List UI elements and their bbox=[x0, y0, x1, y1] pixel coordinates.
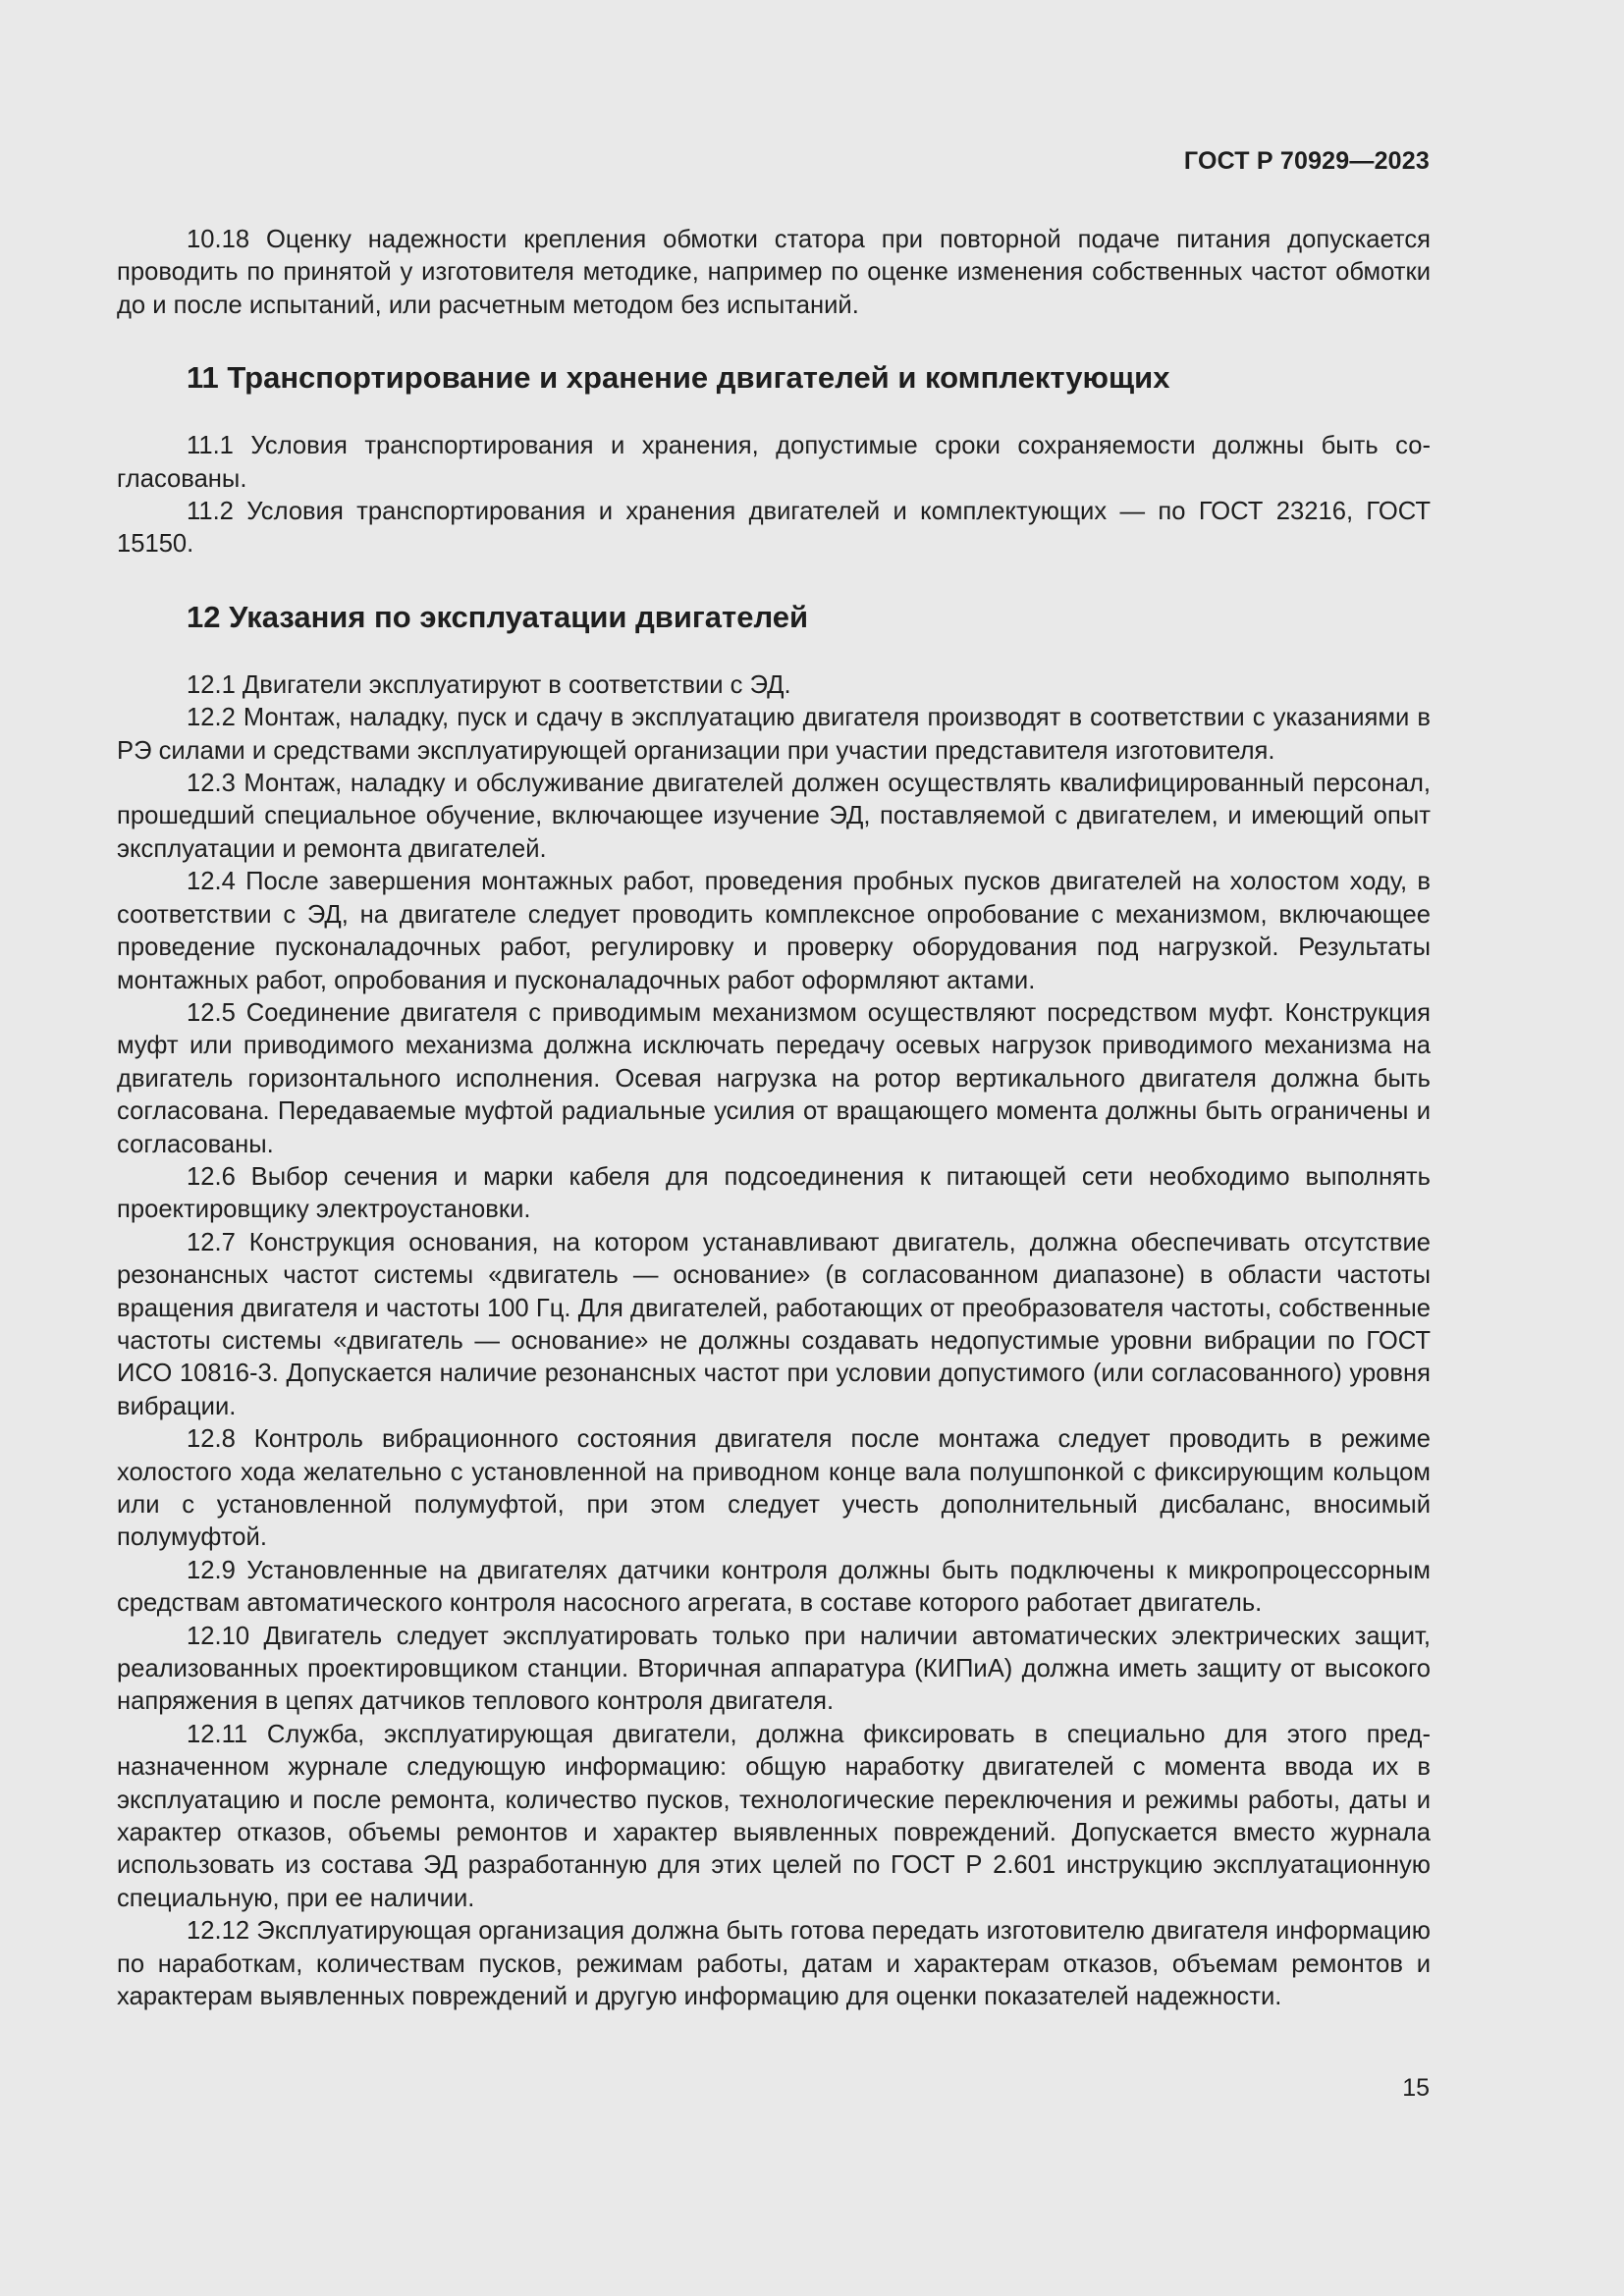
paragraph-12-7: 12.7 Конструкция основания, на котором устанавливают двигатель, должна обеспечивать отсутствие резонансных частот системы «двигатель — основание» (в согласованном диапазоне) в области частоты вращения двигателя и частоты 100 Гц. Для двигателей, работающих от преобразователя частоты, собственные частоты системы «двигатель — основание» не должны создавать недопустимые уровни вибрации по ГОСТ ИСО 10816-3. Допускается наличие резонансных частот при условии допустимого (или согласованного) уровня вибрации. bbox=[117, 1228, 1431, 1420]
paragraph-12-10: 12.10 Двигатель следует эксплуатировать только при наличии автоматических электрических защит, реализованных проектировщиком станции. Вторичная аппаратура (КИПиА) должна иметь защиту от высокого напряжения в цепях датчиков теплового контроля двигателя. bbox=[117, 1622, 1431, 1716]
paragraph-12-8: 12.8 Контроль вибрационного состояния двигателя после монтажа следует проводить в режиме холостого хода желательно с установленной на приводном конце вала полушпонкой с фиксирующим кольцом или с установленной полумуфтой, при этом следует учесть дополнительный дисбаланс, вносимый полумуфтой. bbox=[117, 1425, 1431, 1552]
paragraph-10-18: 10.18 Оценку надежности крепления обмотки статора при повторной подаче питания допускается проводить по принятой у изготовителя методике, например по оценке изменения собственных частот обмотки до и после испытаний, или расчетным методом без испытаний. bbox=[117, 226, 1431, 319]
page-number: 15 bbox=[1402, 2074, 1430, 2102]
section-12-heading: 12 Указания по эксплуатации двигателей bbox=[187, 599, 809, 634]
paragraph-11-2: 11.2 Условия транспортирования и хранения двигателей и комплектующих — по ГОСТ 23216, ГОСТ 15150. bbox=[117, 498, 1431, 559]
paragraph-12-9: 12.9 Установленные на двигателях датчики контроля должны быть подключены к микропроцессорным средствам автоматического контроля насосного агрегата, в составе которого работает двигатель. bbox=[117, 1556, 1431, 1618]
paragraph-12-3: 12.3 Монтаж, наладку и обслуживание двигателей должен осуществлять квалифицированный персонал, прошедший специальное обучение, включающее изучение ЭД, поставляемой с двигателем, и имеющий опыт эксплуатации и ремонта двигателей. bbox=[117, 770, 1431, 863]
paragraph-12-6: 12.6 Выбор сечения и марки кабеля для подсоединения к питающей сети необходимо выполнять проектировщику электроустановки. bbox=[117, 1162, 1431, 1224]
paragraph-12-12: 12.12 Эксплуатирующая организация должна быть готова передать изготовителю двигателя информацию по наработкам, количествам пусков, режимам работы, датам и характерам отказов, объемам ремонтов и характерам выявленных повреждений и другую информацию для оценки показателей надежности. bbox=[117, 1917, 1431, 2011]
paragraph-12-2: 12.2 Монтаж, наладку, пуск и сдачу в эксплуатацию двигателя производят в соответствии с указаниями в РЭ силами и средствами эксплуатирующей организации при участии представителя изготовителя. bbox=[117, 704, 1431, 765]
paragraph-12-5: 12.5 Соединение двигателя с приводимым механизмом осуществляют посредством муфт. Конструкция муфт или приводимого механизма должна исключать передачу осевых нагрузок приводимого механизма на двигатель горизонтального исполнения. Осевая нагрузка на ротор вертикального двигателя должна быть согласована. Передаваемые муфтой радиальные усилия от вращающего момента должны быть ограничены и согласованы. bbox=[117, 998, 1431, 1158]
paragraph-11-1: 11.1 Условия транспортирования и хранения, допустимые сроки сохраняемости должны быть согласованы. bbox=[117, 432, 1431, 493]
section-11-heading: 11 Транспортирование и хранение двигателей и комплектующих bbox=[187, 360, 1170, 396]
document-code-header: ГОСТ Р 70929—2023 bbox=[1183, 147, 1430, 175]
paragraph-12-4: 12.4 После завершения монтажных работ, проведения пробных пусков двигателей на холостом ходу, в соответствии с ЭД, на двигателе следует проводить комплексное опробование с механизмом, включающее проведение пусконаладочных работ, регулировку и проверку оборудования под нагрузкой. Результаты монтажных работ, опробования и пусконаладочных работ оформляют актами. bbox=[117, 868, 1431, 994]
paragraph-12-11: 12.11 Служба, эксплуатирующая двигатели, должна фиксировать в специально для этого предназначенном журнале следующую информацию: общую наработку двигателей с момента ввода их в эксплуатацию и после ремонта, количество пусков, технологические переключения и режимы работы, даты и характер отказов, объемы ремонтов и характер выявленных повреждений. Допускается вместо журнала использовать из состава ЭД разработанную для этих целей по ГОСТ Р 2.601 инструкцию эксплуатационную специальную, при ее наличии. bbox=[117, 1720, 1431, 1912]
paragraph-12-1: 12.1 Двигатели эксплуатируют в соответствии с ЭД. bbox=[187, 670, 791, 699]
document-body bbox=[117, 224, 1431, 2014]
